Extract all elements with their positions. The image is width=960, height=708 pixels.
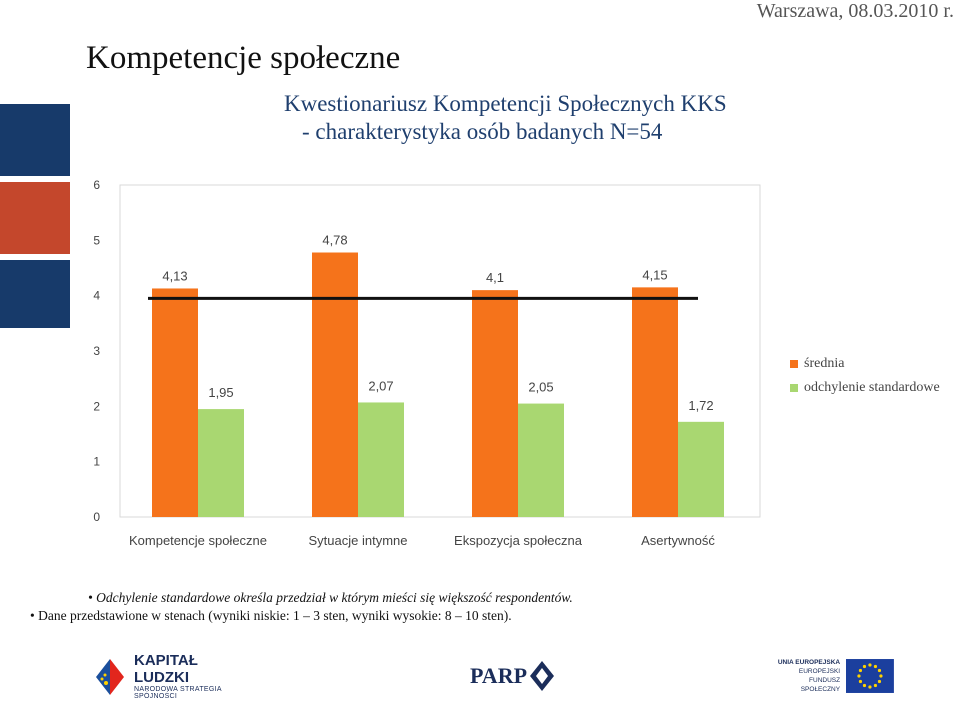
y-tick-label: 5 bbox=[93, 233, 100, 248]
bar-stddev bbox=[358, 402, 404, 517]
data-label-mean: 4,1 bbox=[485, 270, 505, 286]
legend-swatch-mean bbox=[790, 360, 798, 368]
y-tick-label: 3 bbox=[93, 344, 100, 358]
bar-stddev bbox=[678, 422, 724, 517]
eu-star-icon bbox=[879, 674, 882, 677]
kapital-ludzki-logo bbox=[92, 648, 252, 704]
category-label: Sytuacje intymne bbox=[308, 533, 408, 548]
eu-star-icon bbox=[878, 680, 881, 683]
parp-arrows-icon bbox=[527, 659, 557, 693]
y-tick-label: 2 bbox=[93, 399, 100, 414]
eu-star-icon bbox=[878, 669, 881, 672]
category-label: Kompetencje społeczne bbox=[128, 533, 268, 548]
bar-mean bbox=[152, 288, 198, 517]
category-label: Asertywność bbox=[641, 533, 715, 548]
bar-stddev bbox=[518, 404, 564, 517]
bar-mean bbox=[472, 290, 518, 517]
data-label-mean: 4,13 bbox=[162, 268, 188, 284]
note-stddev-text: Odchylenie standardowe określa przedział w którym mieści się większość respondentów. bbox=[96, 590, 573, 605]
legend-swatch-stddev bbox=[790, 384, 798, 392]
data-label-stddev: 2,07 bbox=[368, 378, 394, 394]
eu-line2: EUROPEJSKI bbox=[798, 668, 841, 675]
eu-line3: FUNDUSZ SPOŁECZNY bbox=[800, 677, 841, 693]
eu-star-icon bbox=[859, 680, 862, 683]
eu-line1: UNIA EUROPEJSKA bbox=[777, 659, 841, 666]
eu-logo bbox=[768, 648, 894, 704]
chart-title bbox=[284, 90, 727, 146]
legend-label-stddev: odchylenie standardowe bbox=[804, 380, 940, 395]
decorative-bar-navy-bottom bbox=[0, 260, 70, 328]
parp-text: PARP bbox=[470, 663, 528, 688]
legend-label-mean: średnia bbox=[804, 356, 845, 371]
kl-subtitle: NARODOWA STRATEGIA SPÓJNOŚCI bbox=[134, 686, 222, 700]
chart-title-line2: - charakterystyka osób badanych N=54 bbox=[302, 119, 663, 144]
decorative-bar-orange bbox=[0, 182, 70, 254]
y-tick-label: 1 bbox=[93, 454, 100, 469]
legend-item-stddev bbox=[790, 376, 940, 400]
chart-title-line1: Kwestionariusz Kompetencji Społecznych KKS bbox=[284, 91, 727, 116]
bar-mean bbox=[312, 253, 358, 517]
kapital-ludzki-emblem-icon bbox=[92, 653, 128, 699]
eu-star-icon bbox=[857, 674, 860, 677]
decorative-bar-navy-top bbox=[0, 104, 70, 176]
eu-star-icon bbox=[868, 663, 871, 666]
y-tick-label: 6 bbox=[93, 178, 100, 192]
bar-stddev bbox=[198, 409, 244, 517]
category-label: Ekspozycja społeczna bbox=[454, 533, 582, 548]
chart-legend bbox=[790, 352, 940, 400]
eu-star-icon bbox=[868, 685, 871, 688]
data-label-mean: 4,15 bbox=[642, 267, 668, 283]
data-label-stddev: 1,95 bbox=[208, 385, 234, 401]
eu-star-icon bbox=[863, 665, 866, 668]
date-text: Warszawa, 08.03.2010 r. bbox=[756, 0, 954, 22]
kl-title: KAPITAŁ LUDZKI bbox=[134, 652, 198, 686]
parp-logo bbox=[470, 648, 560, 704]
y-tick-label: 0 bbox=[93, 510, 100, 524]
eu-flag-icon bbox=[846, 659, 894, 693]
eu-star-icon bbox=[863, 684, 866, 687]
data-label-stddev: 1,72 bbox=[688, 397, 714, 413]
note-sten-text: Dane przedstawione w stenach (wyniki niskie: 1 – 3 sten, wyniki wysokie: 8 – 10 sten). bbox=[38, 608, 512, 623]
legend-item-mean bbox=[790, 352, 940, 376]
eu-star-icon bbox=[859, 669, 862, 672]
data-label-mean: 4,78 bbox=[322, 232, 348, 248]
slide-title: Kompetencje społeczne bbox=[86, 40, 401, 76]
note-sten: • Dane przedstawione w stenach (wyniki niskie: 1 – 3 sten, wyniki wysokie: 8 – 10 sten). bbox=[30, 608, 512, 623]
eu-star-icon bbox=[874, 684, 877, 687]
eu-text bbox=[768, 658, 840, 694]
note-stddev: • Odchylenie standardowe określa przedział w którym mieści się większość respondentów. bbox=[88, 590, 573, 605]
y-tick-label: 4 bbox=[93, 288, 100, 303]
bar-mean bbox=[632, 287, 678, 517]
bar-chart bbox=[80, 170, 780, 570]
data-label-stddev: 2,05 bbox=[528, 379, 554, 395]
eu-star-icon bbox=[874, 665, 877, 668]
